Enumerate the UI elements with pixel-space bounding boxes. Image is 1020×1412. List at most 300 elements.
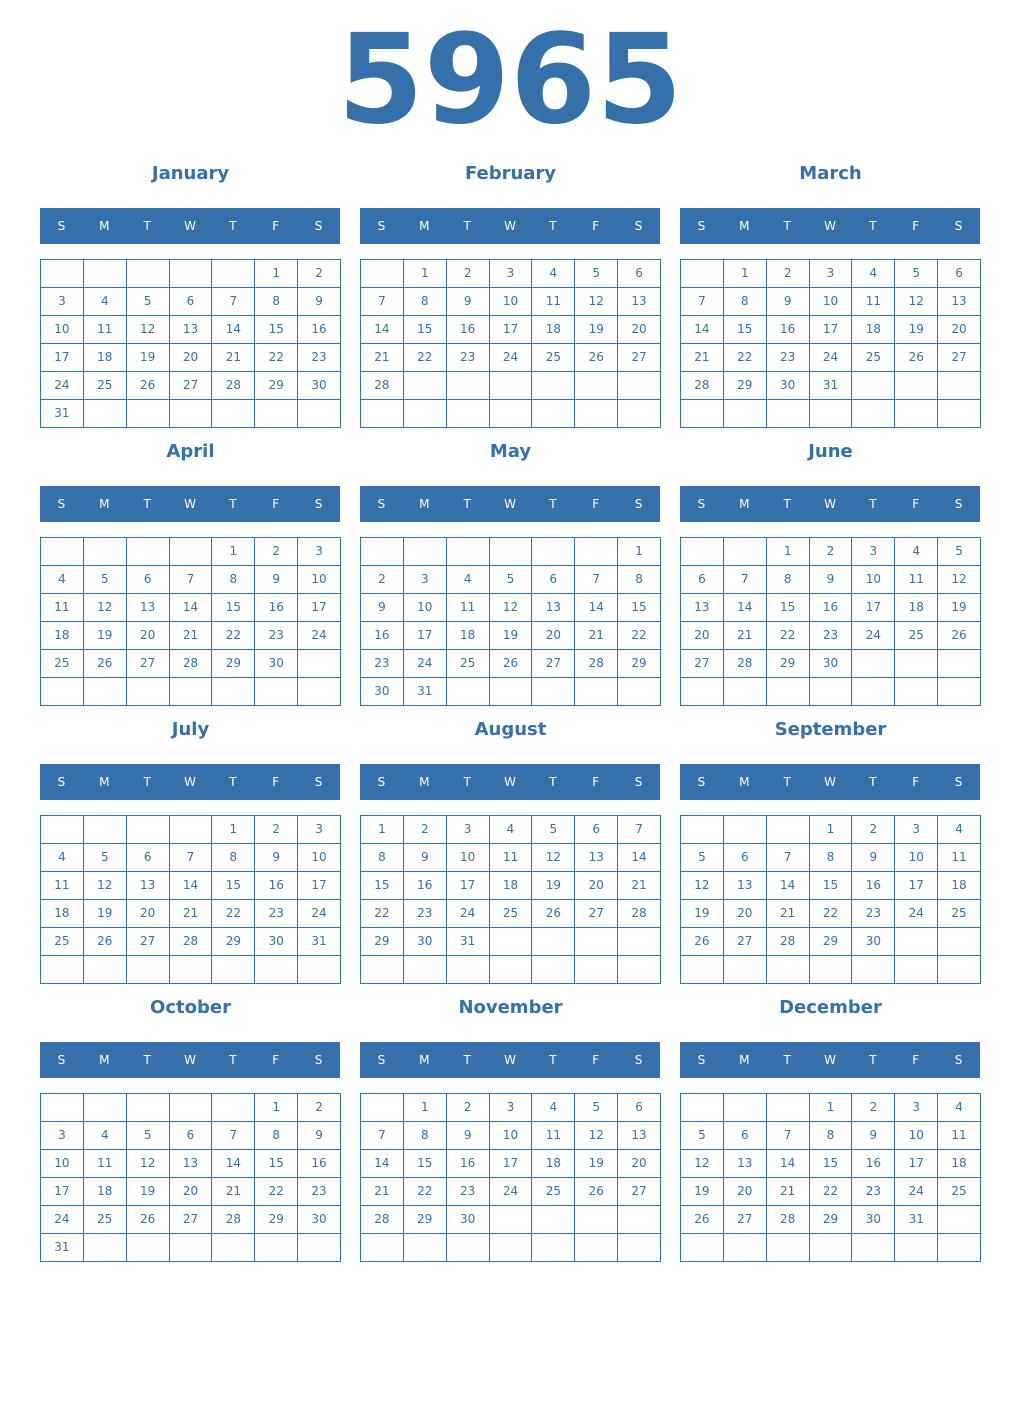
day-cell: 9 — [361, 594, 404, 622]
day-grid — [360, 815, 661, 984]
day-cell: 25 — [895, 622, 938, 650]
empty-day-cell — [724, 400, 767, 428]
weekday-header — [360, 764, 660, 800]
day-cell: 24 — [810, 344, 853, 372]
empty-day-cell — [767, 1094, 810, 1122]
day-cell: 23 — [767, 344, 810, 372]
day-cell: 9 — [767, 288, 810, 316]
empty-day-cell — [84, 1094, 127, 1122]
day-cell: 15 — [810, 1150, 853, 1178]
weekday-label: M — [739, 497, 750, 511]
day-cell: 16 — [298, 1150, 341, 1178]
day-cell: 12 — [895, 288, 938, 316]
day-cell: 15 — [404, 1150, 447, 1178]
empty-day-cell — [404, 372, 447, 400]
day-cell: 3 — [298, 816, 341, 844]
empty-day-cell — [681, 260, 724, 288]
day-cell: 17 — [810, 316, 853, 344]
day-cell: 11 — [532, 1122, 575, 1150]
day-cell: 16 — [361, 622, 404, 650]
weekday-label: M — [739, 219, 750, 233]
day-cell: 6 — [127, 844, 170, 872]
day-cell: 25 — [447, 650, 490, 678]
empty-day-cell — [361, 1234, 404, 1262]
weekday-label: T — [549, 1053, 557, 1067]
day-cell: 7 — [767, 1122, 810, 1150]
day-cell: 21 — [681, 344, 724, 372]
day-cell: 9 — [810, 566, 853, 594]
day-cell: 16 — [447, 1150, 490, 1178]
day-cell: 18 — [938, 872, 981, 900]
day-cell: 10 — [895, 1122, 938, 1150]
day-cell: 2 — [447, 1094, 490, 1122]
weekday-label: S — [57, 775, 66, 789]
weekday-label: M — [419, 775, 430, 789]
empty-day-cell — [447, 538, 490, 566]
empty-day-cell — [532, 372, 575, 400]
empty-day-cell — [618, 400, 661, 428]
empty-day-cell — [255, 956, 298, 984]
empty-day-cell — [852, 956, 895, 984]
day-cell: 23 — [298, 344, 341, 372]
empty-day-cell — [361, 400, 404, 428]
day-cell: 17 — [490, 316, 533, 344]
day-cell: 17 — [41, 344, 84, 372]
empty-day-cell — [490, 956, 533, 984]
day-cell: 13 — [724, 872, 767, 900]
day-cell: 5 — [127, 288, 170, 316]
day-cell: 26 — [127, 372, 170, 400]
day-cell: 27 — [170, 372, 213, 400]
day-cell: 30 — [810, 650, 853, 678]
empty-day-cell — [532, 678, 575, 706]
day-cell: 4 — [852, 260, 895, 288]
day-grid — [680, 815, 981, 984]
day-cell: 31 — [41, 400, 84, 428]
day-cell: 20 — [575, 872, 618, 900]
day-cell: 6 — [170, 288, 213, 316]
day-cell: 11 — [490, 844, 533, 872]
day-cell: 8 — [255, 1122, 298, 1150]
day-cell: 23 — [852, 900, 895, 928]
day-cell: 24 — [298, 900, 341, 928]
day-cell: 4 — [41, 566, 84, 594]
day-cell: 16 — [298, 316, 341, 344]
weekday-label: F — [912, 1053, 920, 1067]
empty-day-cell — [532, 538, 575, 566]
day-cell: 28 — [681, 372, 724, 400]
day-cell: 18 — [447, 622, 490, 650]
day-cell: 7 — [170, 844, 213, 872]
day-cell: 3 — [810, 260, 853, 288]
empty-day-cell — [575, 538, 618, 566]
day-cell: 25 — [84, 372, 127, 400]
empty-day-cell — [895, 956, 938, 984]
weekday-label: W — [504, 219, 516, 233]
empty-day-cell — [170, 260, 213, 288]
day-cell: 27 — [618, 344, 661, 372]
empty-day-cell — [938, 1206, 981, 1234]
day-cell: 31 — [895, 1206, 938, 1234]
empty-day-cell — [895, 678, 938, 706]
empty-day-cell — [938, 678, 981, 706]
day-cell: 10 — [447, 844, 490, 872]
empty-day-cell — [532, 928, 575, 956]
day-cell: 18 — [84, 344, 127, 372]
empty-day-cell — [404, 400, 447, 428]
day-cell: 11 — [938, 1122, 981, 1150]
weekday-label: W — [184, 775, 196, 789]
day-cell: 12 — [575, 1122, 618, 1150]
day-cell: 28 — [767, 928, 810, 956]
weekday-label: F — [592, 219, 600, 233]
empty-day-cell — [298, 1234, 341, 1262]
day-cell: 27 — [127, 928, 170, 956]
empty-day-cell — [361, 1094, 404, 1122]
day-cell: 21 — [575, 622, 618, 650]
day-cell: 29 — [255, 1206, 298, 1234]
day-cell: 21 — [361, 344, 404, 372]
day-cell: 24 — [41, 1206, 84, 1234]
weekday-label: S — [954, 1053, 963, 1067]
day-cell: 18 — [532, 1150, 575, 1178]
day-cell: 4 — [84, 1122, 127, 1150]
month-name: August — [474, 719, 547, 740]
weekday-label: S — [314, 775, 323, 789]
empty-day-cell — [361, 538, 404, 566]
day-cell: 14 — [212, 1150, 255, 1178]
day-cell: 14 — [212, 316, 255, 344]
weekday-label: W — [184, 1053, 196, 1067]
day-cell: 2 — [447, 260, 490, 288]
day-grid — [680, 537, 981, 706]
day-cell: 22 — [810, 1178, 853, 1206]
empty-day-cell — [532, 1206, 575, 1234]
day-grid — [40, 815, 341, 984]
day-cell: 7 — [618, 816, 661, 844]
weekday-label: S — [314, 497, 323, 511]
empty-day-cell — [810, 1234, 853, 1262]
day-cell: 7 — [170, 566, 213, 594]
day-cell: 26 — [681, 928, 724, 956]
empty-day-cell — [447, 1234, 490, 1262]
weekday-label: M — [739, 1053, 750, 1067]
day-cell: 10 — [41, 1150, 84, 1178]
day-cell: 21 — [618, 872, 661, 900]
day-cell: 16 — [852, 872, 895, 900]
day-cell: 1 — [810, 816, 853, 844]
day-cell: 28 — [575, 650, 618, 678]
day-cell: 15 — [212, 594, 255, 622]
day-cell: 12 — [532, 844, 575, 872]
empty-day-cell — [767, 400, 810, 428]
empty-day-cell — [490, 538, 533, 566]
day-cell: 25 — [84, 1206, 127, 1234]
empty-day-cell — [681, 538, 724, 566]
empty-day-cell — [212, 1234, 255, 1262]
empty-day-cell — [575, 372, 618, 400]
empty-day-cell — [361, 956, 404, 984]
day-cell: 22 — [212, 900, 255, 928]
day-cell: 15 — [361, 872, 404, 900]
day-cell: 2 — [361, 566, 404, 594]
weekday-label: W — [824, 497, 836, 511]
day-cell: 6 — [532, 566, 575, 594]
day-cell: 28 — [724, 650, 767, 678]
day-cell: 12 — [681, 1150, 724, 1178]
day-cell: 7 — [767, 844, 810, 872]
empty-day-cell — [575, 400, 618, 428]
day-cell: 17 — [41, 1178, 84, 1206]
day-cell: 2 — [298, 1094, 341, 1122]
empty-day-cell — [681, 400, 724, 428]
month-name: April — [166, 441, 215, 462]
day-grid — [360, 537, 661, 706]
day-cell: 30 — [404, 928, 447, 956]
day-cell: 14 — [170, 872, 213, 900]
day-cell: 26 — [84, 650, 127, 678]
day-cell: 11 — [447, 594, 490, 622]
day-cell: 22 — [361, 900, 404, 928]
day-cell: 24 — [895, 1178, 938, 1206]
day-cell: 3 — [41, 1122, 84, 1150]
day-cell: 17 — [298, 872, 341, 900]
empty-day-cell — [852, 400, 895, 428]
empty-day-cell — [895, 372, 938, 400]
empty-day-cell — [170, 400, 213, 428]
day-cell: 10 — [404, 594, 447, 622]
weekday-label: S — [697, 219, 706, 233]
day-cell: 10 — [41, 316, 84, 344]
day-cell: 23 — [255, 622, 298, 650]
day-cell: 30 — [852, 1206, 895, 1234]
day-cell: 26 — [532, 900, 575, 928]
empty-day-cell — [127, 956, 170, 984]
day-cell: 7 — [361, 1122, 404, 1150]
day-cell: 25 — [41, 928, 84, 956]
day-cell: 10 — [895, 844, 938, 872]
day-cell: 21 — [170, 622, 213, 650]
day-cell: 28 — [361, 372, 404, 400]
day-cell: 28 — [170, 928, 213, 956]
day-cell: 24 — [447, 900, 490, 928]
empty-day-cell — [170, 1234, 213, 1262]
day-cell: 12 — [938, 566, 981, 594]
day-cell: 2 — [852, 816, 895, 844]
day-cell: 6 — [938, 260, 981, 288]
empty-day-cell — [490, 400, 533, 428]
empty-day-cell — [724, 1234, 767, 1262]
empty-day-cell — [127, 1094, 170, 1122]
day-cell: 23 — [810, 622, 853, 650]
day-cell: 23 — [298, 1178, 341, 1206]
day-cell: 29 — [212, 650, 255, 678]
day-cell: 11 — [532, 288, 575, 316]
empty-day-cell — [41, 956, 84, 984]
day-cell: 15 — [255, 316, 298, 344]
empty-day-cell — [490, 1234, 533, 1262]
day-cell: 3 — [490, 260, 533, 288]
day-cell: 17 — [447, 872, 490, 900]
day-cell: 25 — [490, 900, 533, 928]
month-name: June — [808, 441, 853, 462]
weekday-label: T — [549, 219, 557, 233]
day-cell: 31 — [810, 372, 853, 400]
empty-day-cell — [532, 956, 575, 984]
day-cell: 16 — [447, 316, 490, 344]
weekday-label: T — [783, 219, 791, 233]
weekday-label: S — [377, 1053, 386, 1067]
day-cell: 9 — [255, 844, 298, 872]
day-cell: 19 — [127, 344, 170, 372]
empty-day-cell — [618, 956, 661, 984]
day-cell: 20 — [127, 900, 170, 928]
day-cell: 17 — [404, 622, 447, 650]
weekday-header — [40, 1042, 340, 1078]
day-cell: 4 — [447, 566, 490, 594]
day-cell: 8 — [404, 1122, 447, 1150]
day-cell: 16 — [852, 1150, 895, 1178]
day-cell: 27 — [618, 1178, 661, 1206]
day-cell: 4 — [895, 538, 938, 566]
day-cell: 28 — [361, 1206, 404, 1234]
weekday-label: T — [869, 775, 877, 789]
day-cell: 13 — [170, 1150, 213, 1178]
day-cell: 18 — [41, 900, 84, 928]
weekday-header — [680, 1042, 980, 1078]
empty-day-cell — [681, 1094, 724, 1122]
day-cell: 20 — [618, 316, 661, 344]
day-cell: 29 — [361, 928, 404, 956]
day-cell: 15 — [618, 594, 661, 622]
weekday-label: T — [783, 1053, 791, 1067]
weekday-label: S — [314, 1053, 323, 1067]
day-cell: 24 — [490, 1178, 533, 1206]
weekday-label: T — [143, 1053, 151, 1067]
day-cell: 28 — [170, 650, 213, 678]
day-cell: 18 — [852, 316, 895, 344]
day-cell: 11 — [84, 1150, 127, 1178]
day-cell: 8 — [724, 288, 767, 316]
day-cell: 3 — [852, 538, 895, 566]
weekday-label: S — [634, 497, 643, 511]
empty-day-cell — [724, 678, 767, 706]
weekday-label: W — [184, 497, 196, 511]
day-cell: 20 — [127, 622, 170, 650]
day-cell: 27 — [170, 1206, 213, 1234]
day-cell: 12 — [575, 288, 618, 316]
day-cell: 21 — [724, 622, 767, 650]
day-cell: 27 — [127, 650, 170, 678]
day-cell: 5 — [575, 1094, 618, 1122]
empty-day-cell — [724, 538, 767, 566]
empty-day-cell — [41, 1094, 84, 1122]
day-cell: 7 — [724, 566, 767, 594]
day-cell: 7 — [212, 288, 255, 316]
day-cell: 13 — [618, 288, 661, 316]
empty-day-cell — [127, 678, 170, 706]
day-cell: 19 — [575, 316, 618, 344]
empty-day-cell — [404, 538, 447, 566]
day-cell: 21 — [767, 900, 810, 928]
day-cell: 22 — [767, 622, 810, 650]
day-cell: 31 — [404, 678, 447, 706]
day-grid — [40, 1093, 341, 1262]
day-cell: 2 — [255, 538, 298, 566]
weekday-label: T — [463, 219, 471, 233]
day-cell: 23 — [447, 344, 490, 372]
day-cell: 1 — [212, 816, 255, 844]
empty-day-cell — [724, 956, 767, 984]
empty-day-cell — [681, 816, 724, 844]
day-cell: 20 — [170, 1178, 213, 1206]
empty-day-cell — [767, 1234, 810, 1262]
empty-day-cell — [447, 372, 490, 400]
day-cell: 14 — [170, 594, 213, 622]
empty-day-cell — [447, 956, 490, 984]
empty-day-cell — [618, 928, 661, 956]
day-cell: 26 — [127, 1206, 170, 1234]
empty-day-cell — [84, 678, 127, 706]
weekday-label: M — [99, 1053, 110, 1067]
day-cell: 2 — [404, 816, 447, 844]
day-cell: 28 — [767, 1206, 810, 1234]
day-cell: 23 — [361, 650, 404, 678]
day-cell: 29 — [810, 928, 853, 956]
weekday-label: T — [869, 219, 877, 233]
weekday-label: M — [739, 775, 750, 789]
empty-day-cell — [212, 260, 255, 288]
empty-day-cell — [852, 1234, 895, 1262]
day-cell: 12 — [127, 316, 170, 344]
day-cell: 25 — [938, 1178, 981, 1206]
day-cell: 16 — [810, 594, 853, 622]
day-cell: 5 — [938, 538, 981, 566]
day-cell: 26 — [681, 1206, 724, 1234]
weekday-label: W — [504, 1053, 516, 1067]
day-cell: 4 — [532, 1094, 575, 1122]
day-cell: 13 — [127, 594, 170, 622]
empty-day-cell — [447, 400, 490, 428]
day-cell: 11 — [895, 566, 938, 594]
empty-day-cell — [212, 400, 255, 428]
day-cell: 8 — [810, 844, 853, 872]
day-cell: 27 — [938, 344, 981, 372]
weekday-label: S — [634, 219, 643, 233]
day-cell: 19 — [84, 622, 127, 650]
weekday-label: T — [229, 219, 237, 233]
day-cell: 5 — [681, 844, 724, 872]
day-cell: 13 — [532, 594, 575, 622]
empty-day-cell — [767, 956, 810, 984]
day-cell: 1 — [404, 1094, 447, 1122]
day-cell: 3 — [447, 816, 490, 844]
weekday-label: W — [184, 219, 196, 233]
empty-day-cell — [404, 1234, 447, 1262]
day-cell: 24 — [895, 900, 938, 928]
weekday-label: W — [504, 775, 516, 789]
weekday-label: F — [272, 497, 280, 511]
day-cell: 10 — [810, 288, 853, 316]
day-cell: 5 — [532, 816, 575, 844]
day-cell: 13 — [170, 316, 213, 344]
day-cell: 23 — [404, 900, 447, 928]
weekday-label: S — [697, 1053, 706, 1067]
empty-day-cell — [724, 816, 767, 844]
day-cell: 6 — [724, 844, 767, 872]
empty-day-cell — [212, 1094, 255, 1122]
weekday-header — [680, 764, 980, 800]
